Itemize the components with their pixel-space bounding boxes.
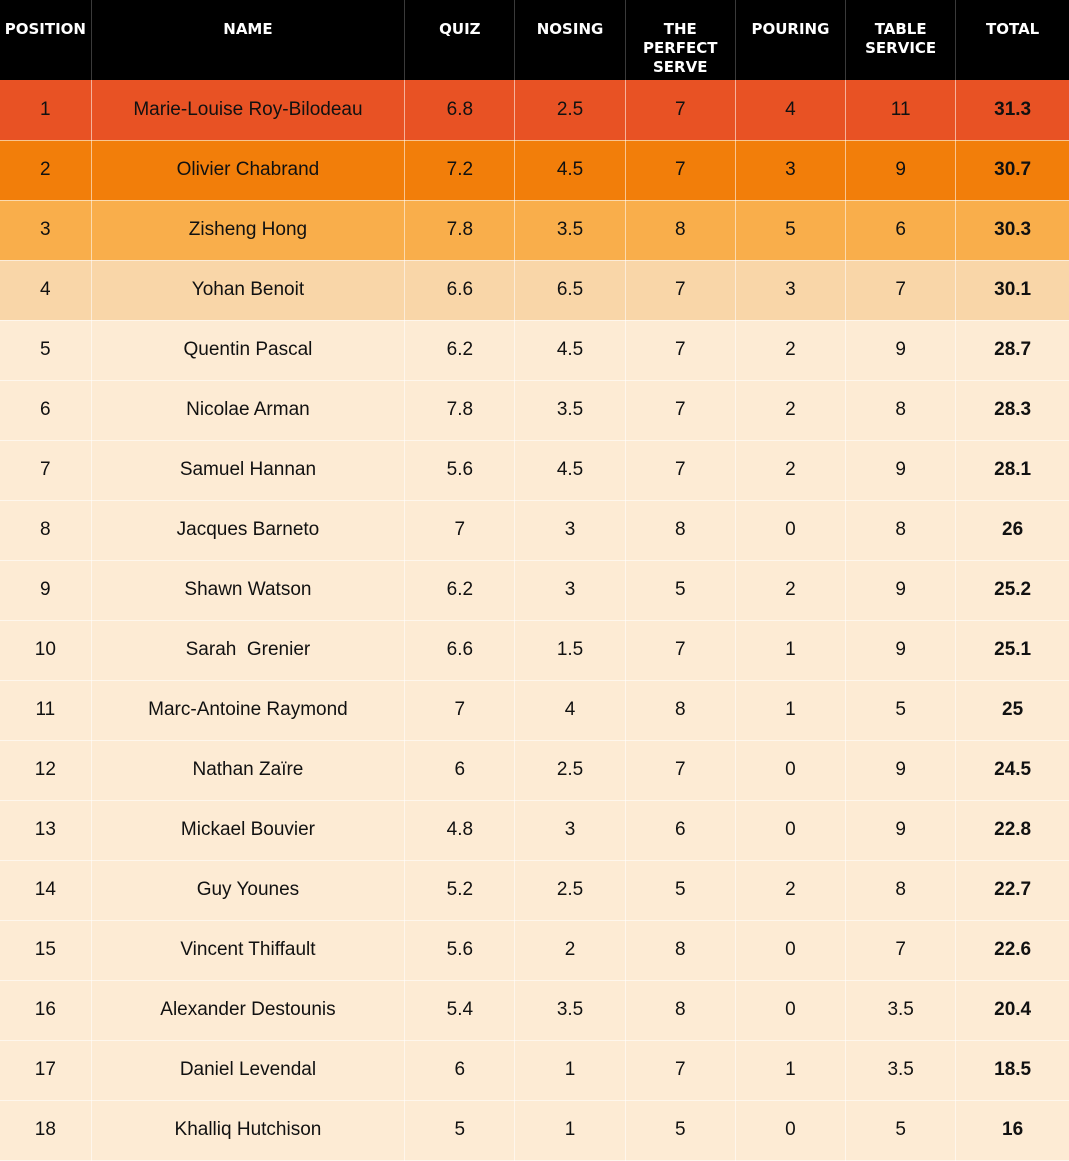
table-row xyxy=(0,260,1069,320)
table-row xyxy=(0,1040,1069,1100)
perfect-serve-cell: 8 xyxy=(625,200,735,260)
nosing-cell: 6.5 xyxy=(515,260,625,320)
nosing-cell: 2.5 xyxy=(515,80,625,140)
table-row xyxy=(0,980,1069,1040)
pouring-cell: 2 xyxy=(735,380,845,440)
total-cell: 22.6 xyxy=(956,920,1069,980)
position-cell: 1 xyxy=(0,80,91,140)
perfect-serve-cell: 7 xyxy=(625,380,735,440)
position-cell: 12 xyxy=(0,740,91,800)
nosing-cell: 3 xyxy=(515,500,625,560)
nosing-cell: 2.5 xyxy=(515,860,625,920)
table-service-cell: 9 xyxy=(846,440,956,500)
perfect-serve-cell: 8 xyxy=(625,500,735,560)
total-cell: 22.8 xyxy=(956,800,1069,860)
position-cell: 6 xyxy=(0,380,91,440)
nosing-cell: 4 xyxy=(515,680,625,740)
nosing-cell: 1 xyxy=(515,1100,625,1160)
name-cell: Alexander Destounis xyxy=(91,980,405,1040)
nosing-cell: 3 xyxy=(515,560,625,620)
total-cell: 20.4 xyxy=(956,980,1069,1040)
table-row xyxy=(0,500,1069,560)
position-cell: 9 xyxy=(0,560,91,620)
name-cell: Daniel Levendal xyxy=(91,1040,405,1100)
perfect-serve-cell: 7 xyxy=(625,140,735,200)
pouring-cell: 2 xyxy=(735,440,845,500)
pouring-cell: 0 xyxy=(735,740,845,800)
quiz-cell: 5.4 xyxy=(405,980,515,1040)
quiz-cell: 6 xyxy=(405,1040,515,1100)
header-table-service: TABLE SERVICE xyxy=(846,0,956,80)
name-cell: Yohan Benoit xyxy=(91,260,405,320)
table-service-cell: 8 xyxy=(846,860,956,920)
table-service-cell: 5 xyxy=(846,1100,956,1160)
header-position: POSITION xyxy=(0,0,91,80)
quiz-cell: 7.8 xyxy=(405,380,515,440)
name-cell: Zisheng Hong xyxy=(91,200,405,260)
header-total: TOTAL xyxy=(956,0,1069,80)
nosing-cell: 1.5 xyxy=(515,620,625,680)
table-row xyxy=(0,1100,1069,1160)
quiz-cell: 4.8 xyxy=(405,800,515,860)
nosing-cell: 3.5 xyxy=(515,200,625,260)
name-cell: Guy Younes xyxy=(91,860,405,920)
table-row xyxy=(0,920,1069,980)
perfect-serve-cell: 7 xyxy=(625,620,735,680)
name-cell: Nicolae Arman xyxy=(91,380,405,440)
perfect-serve-cell: 7 xyxy=(625,740,735,800)
table-service-cell: 9 xyxy=(846,140,956,200)
total-cell: 28.1 xyxy=(956,440,1069,500)
perfect-serve-cell: 8 xyxy=(625,980,735,1040)
table-row xyxy=(0,860,1069,920)
position-cell: 10 xyxy=(0,620,91,680)
nosing-cell: 4.5 xyxy=(515,140,625,200)
table-service-cell: 8 xyxy=(846,380,956,440)
table-row xyxy=(0,140,1069,200)
nosing-cell: 3.5 xyxy=(515,980,625,1040)
nosing-cell: 1 xyxy=(515,1040,625,1100)
pouring-cell: 0 xyxy=(735,1100,845,1160)
quiz-cell: 7.8 xyxy=(405,200,515,260)
quiz-cell: 6 xyxy=(405,740,515,800)
name-cell: Shawn Watson xyxy=(91,560,405,620)
quiz-cell: 6.2 xyxy=(405,560,515,620)
table-service-cell: 7 xyxy=(846,920,956,980)
perfect-serve-cell: 6 xyxy=(625,800,735,860)
table-service-cell: 11 xyxy=(846,80,956,140)
pouring-cell: 0 xyxy=(735,500,845,560)
total-cell: 28.3 xyxy=(956,380,1069,440)
total-cell: 31.3 xyxy=(956,80,1069,140)
table-row xyxy=(0,680,1069,740)
name-cell: Khalliq Hutchison xyxy=(91,1100,405,1160)
perfect-serve-cell: 5 xyxy=(625,860,735,920)
nosing-cell: 3.5 xyxy=(515,380,625,440)
pouring-cell: 1 xyxy=(735,1040,845,1100)
table-service-cell: 9 xyxy=(846,560,956,620)
quiz-cell: 6.6 xyxy=(405,260,515,320)
pouring-cell: 1 xyxy=(735,620,845,680)
pouring-cell: 5 xyxy=(735,200,845,260)
total-cell: 24.5 xyxy=(956,740,1069,800)
table-service-cell: 8 xyxy=(846,500,956,560)
quiz-cell: 6.8 xyxy=(405,80,515,140)
perfect-serve-cell: 7 xyxy=(625,320,735,380)
table-body xyxy=(0,80,1069,1160)
position-cell: 15 xyxy=(0,920,91,980)
quiz-cell: 6.6 xyxy=(405,620,515,680)
name-cell: Marie-Louise Roy-Bilodeau xyxy=(91,80,405,140)
name-cell: Olivier Chabrand xyxy=(91,140,405,200)
pouring-cell: 0 xyxy=(735,800,845,860)
nosing-cell: 4.5 xyxy=(515,320,625,380)
quiz-cell: 7 xyxy=(405,680,515,740)
perfect-serve-cell: 8 xyxy=(625,920,735,980)
table-row xyxy=(0,620,1069,680)
perfect-serve-cell: 5 xyxy=(625,1100,735,1160)
table-row xyxy=(0,800,1069,860)
name-cell: Nathan Zaïre xyxy=(91,740,405,800)
total-cell: 22.7 xyxy=(956,860,1069,920)
name-cell: Samuel Hannan xyxy=(91,440,405,500)
total-cell: 16 xyxy=(956,1100,1069,1160)
header-quiz: QUIZ xyxy=(405,0,515,80)
table-row xyxy=(0,560,1069,620)
table-service-cell: 9 xyxy=(846,620,956,680)
header-perfect-serve: THE PERFECT SERVE xyxy=(625,0,735,80)
name-cell: Sarah Grenier xyxy=(91,620,405,680)
perfect-serve-cell: 8 xyxy=(625,680,735,740)
position-cell: 14 xyxy=(0,860,91,920)
table-row xyxy=(0,740,1069,800)
name-cell: Mickael Bouvier xyxy=(91,800,405,860)
total-cell: 30.3 xyxy=(956,200,1069,260)
perfect-serve-cell: 7 xyxy=(625,80,735,140)
quiz-cell: 5.6 xyxy=(405,440,515,500)
total-cell: 25 xyxy=(956,680,1069,740)
table-row xyxy=(0,320,1069,380)
total-cell: 26 xyxy=(956,500,1069,560)
position-cell: 16 xyxy=(0,980,91,1040)
header-pouring: POURING xyxy=(735,0,845,80)
pouring-cell: 4 xyxy=(735,80,845,140)
position-cell: 7 xyxy=(0,440,91,500)
total-cell: 30.7 xyxy=(956,140,1069,200)
name-cell: Marc-Antoine Raymond xyxy=(91,680,405,740)
table-service-cell: 7 xyxy=(846,260,956,320)
table-row xyxy=(0,80,1069,140)
nosing-cell: 3 xyxy=(515,800,625,860)
name-cell: Jacques Barneto xyxy=(91,500,405,560)
pouring-cell: 2 xyxy=(735,560,845,620)
table-row xyxy=(0,380,1069,440)
position-cell: 8 xyxy=(0,500,91,560)
quiz-cell: 5 xyxy=(405,1100,515,1160)
total-cell: 25.2 xyxy=(956,560,1069,620)
quiz-cell: 6.2 xyxy=(405,320,515,380)
total-cell: 18.5 xyxy=(956,1040,1069,1100)
table-service-cell: 5 xyxy=(846,680,956,740)
position-cell: 11 xyxy=(0,680,91,740)
position-cell: 4 xyxy=(0,260,91,320)
table-row xyxy=(0,440,1069,500)
pouring-cell: 2 xyxy=(735,320,845,380)
total-cell: 28.7 xyxy=(956,320,1069,380)
pouring-cell: 0 xyxy=(735,920,845,980)
table-header xyxy=(0,0,1069,80)
pouring-cell: 2 xyxy=(735,860,845,920)
header-name: NAME xyxy=(91,0,405,80)
quiz-cell: 7 xyxy=(405,500,515,560)
name-cell: Quentin Pascal xyxy=(91,320,405,380)
table-row xyxy=(0,200,1069,260)
pouring-cell: 3 xyxy=(735,260,845,320)
header-row xyxy=(0,0,1069,80)
table-service-cell: 3.5 xyxy=(846,1040,956,1100)
table-service-cell: 9 xyxy=(846,320,956,380)
perfect-serve-cell: 7 xyxy=(625,440,735,500)
position-cell: 17 xyxy=(0,1040,91,1100)
table-service-cell: 6 xyxy=(846,200,956,260)
total-cell: 30.1 xyxy=(956,260,1069,320)
perfect-serve-cell: 7 xyxy=(625,1040,735,1100)
position-cell: 5 xyxy=(0,320,91,380)
nosing-cell: 2 xyxy=(515,920,625,980)
quiz-cell: 7.2 xyxy=(405,140,515,200)
table-service-cell: 9 xyxy=(846,740,956,800)
table-service-cell: 3.5 xyxy=(846,980,956,1040)
nosing-cell: 2.5 xyxy=(515,740,625,800)
pouring-cell: 1 xyxy=(735,680,845,740)
quiz-cell: 5.6 xyxy=(405,920,515,980)
position-cell: 18 xyxy=(0,1100,91,1160)
name-cell: Vincent Thiffault xyxy=(91,920,405,980)
pouring-cell: 3 xyxy=(735,140,845,200)
nosing-cell: 4.5 xyxy=(515,440,625,500)
position-cell: 2 xyxy=(0,140,91,200)
table-service-cell: 9 xyxy=(846,800,956,860)
position-cell: 3 xyxy=(0,200,91,260)
total-cell: 25.1 xyxy=(956,620,1069,680)
position-cell: 13 xyxy=(0,800,91,860)
header-nosing: NOSING xyxy=(515,0,625,80)
perfect-serve-cell: 7 xyxy=(625,260,735,320)
pouring-cell: 0 xyxy=(735,980,845,1040)
perfect-serve-cell: 5 xyxy=(625,560,735,620)
quiz-cell: 5.2 xyxy=(405,860,515,920)
